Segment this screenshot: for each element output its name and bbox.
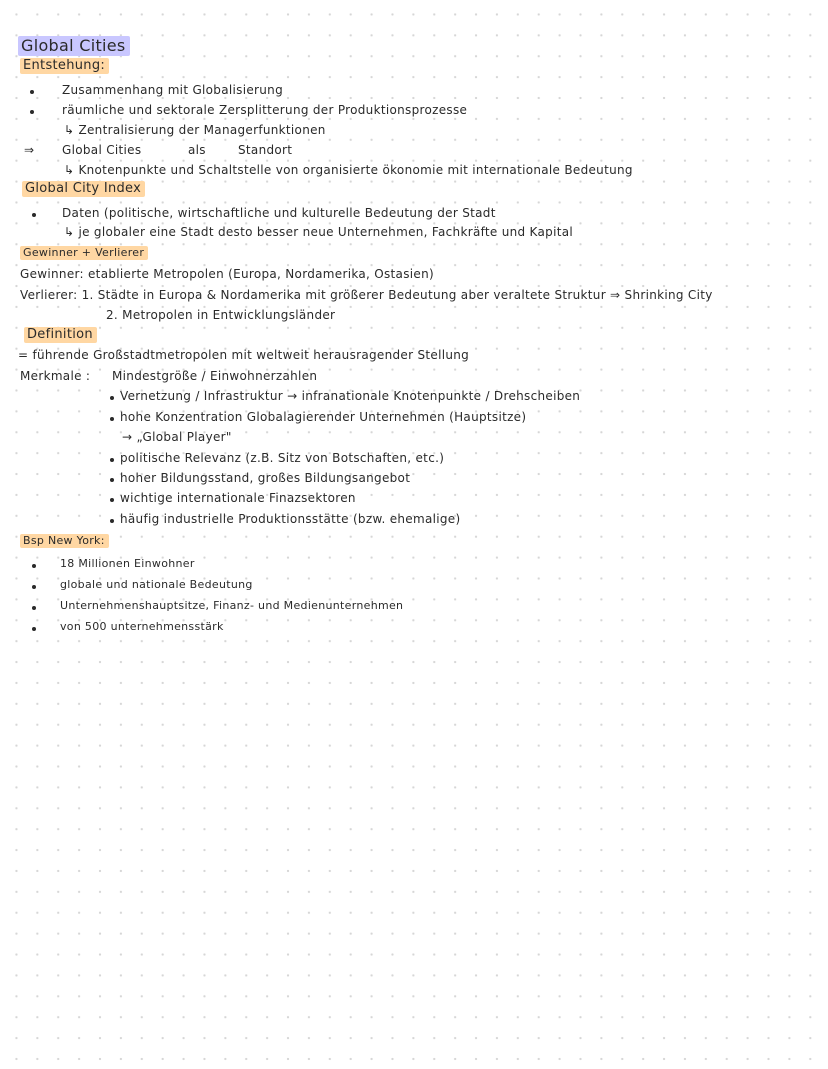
bullet [110,478,114,482]
entstehung-line-2: räumliche und sektorale Zersplitterung der Produktionsprozesse [62,103,468,117]
page-title [18,36,130,56]
verlierer-line-2: 2. Metropolen in Entwicklungsländer [106,308,336,322]
bullet [110,498,114,502]
index-line-1: Daten (politische, wirtschaftliche und kulturelle Bedeutung der Stadt [62,206,496,220]
merkmal-1: Mindestgröße / Einwohnerzahlen [112,369,318,383]
bullet [32,213,36,217]
example-line-3: Unternehmenshauptsitze, Finanz- und Medienunternehmen [60,599,404,612]
bullet [30,90,34,94]
implies-arrow-icon: ⇒ [24,143,35,157]
bullet [32,627,36,631]
merkmale-label: Merkmale : [20,369,91,383]
bullet [32,564,36,568]
example-line-2: globale und nationale Bedeutung [60,578,253,591]
merkmal-2: Vernetzung / Infrastruktur → infranationale Knotenpunkte / Drehscheiben [120,389,581,403]
example-line-1: 18 Millionen Einwohner [60,557,195,570]
entstehung-line-1: Zusammenhang mit Globalisierung [62,83,283,97]
bullet [110,417,114,421]
bullet [110,458,114,462]
example-line-4: von 500 unternehmensstärk [60,620,224,633]
bullet [110,519,114,523]
merkmal-5: hoher Bildungsstand, großes Bildungsangebot [120,471,411,485]
section-heading-index: Global City Index [22,181,145,197]
definition-line: = führende Großstadtmetropolen mit weltweit herausragender Stellung [18,348,470,362]
entstehung-line-3: ↳ Zentralisierung der Managerfunktionen [64,123,326,137]
merkmal-3: hohe Konzentration Globalagierender Unternehmen (Hauptsitze) [120,410,527,424]
entstehung-line-4b: als [188,143,206,157]
merkmal-4: politische Relevanz (z.B. Sitz von Botschaften, etc.) [120,451,445,465]
bullet [30,110,34,114]
entstehung-line-4a: Global Cities [62,143,142,157]
title-text: Global Cities [18,36,130,56]
section-heading-definition: Definition [24,327,97,343]
bullet [32,585,36,589]
bullet [32,606,36,610]
gewinner-line: Gewinner: etablierte Metropolen (Europa, Nordamerika, Ostasien) [20,267,434,281]
section-heading-gewinner: Gewinner + Verlierer [20,245,148,261]
entstehung-line-5: ↳ Knotenpunkte und Schaltstelle von organisierte ökonomie mit internationale Bedeutung [64,163,633,177]
merkmal-6: wichtige internationale Finazsektoren [120,491,356,505]
verlierer-line: Verlierer: 1. Städte in Europa & Nordamerika mit größerer Bedeutung aber veraltete Struktur ⇒ Shrinking City [20,288,713,302]
merkmal-7: häufig industrielle Produktionsstätte (bzw. ehemalige) [120,512,461,526]
entstehung-line-4c: Standort [238,143,293,157]
index-line-2: ↳ je globaler eine Stadt desto besser neue Unternehmen, Fachkräfte und Kapital [64,225,574,239]
section-heading-example: Bsp New York: [20,533,109,549]
section-heading-entstehung: Entstehung: [20,58,109,74]
merkmal-3b: → „Global Player" [122,430,232,444]
bullet [110,396,114,400]
